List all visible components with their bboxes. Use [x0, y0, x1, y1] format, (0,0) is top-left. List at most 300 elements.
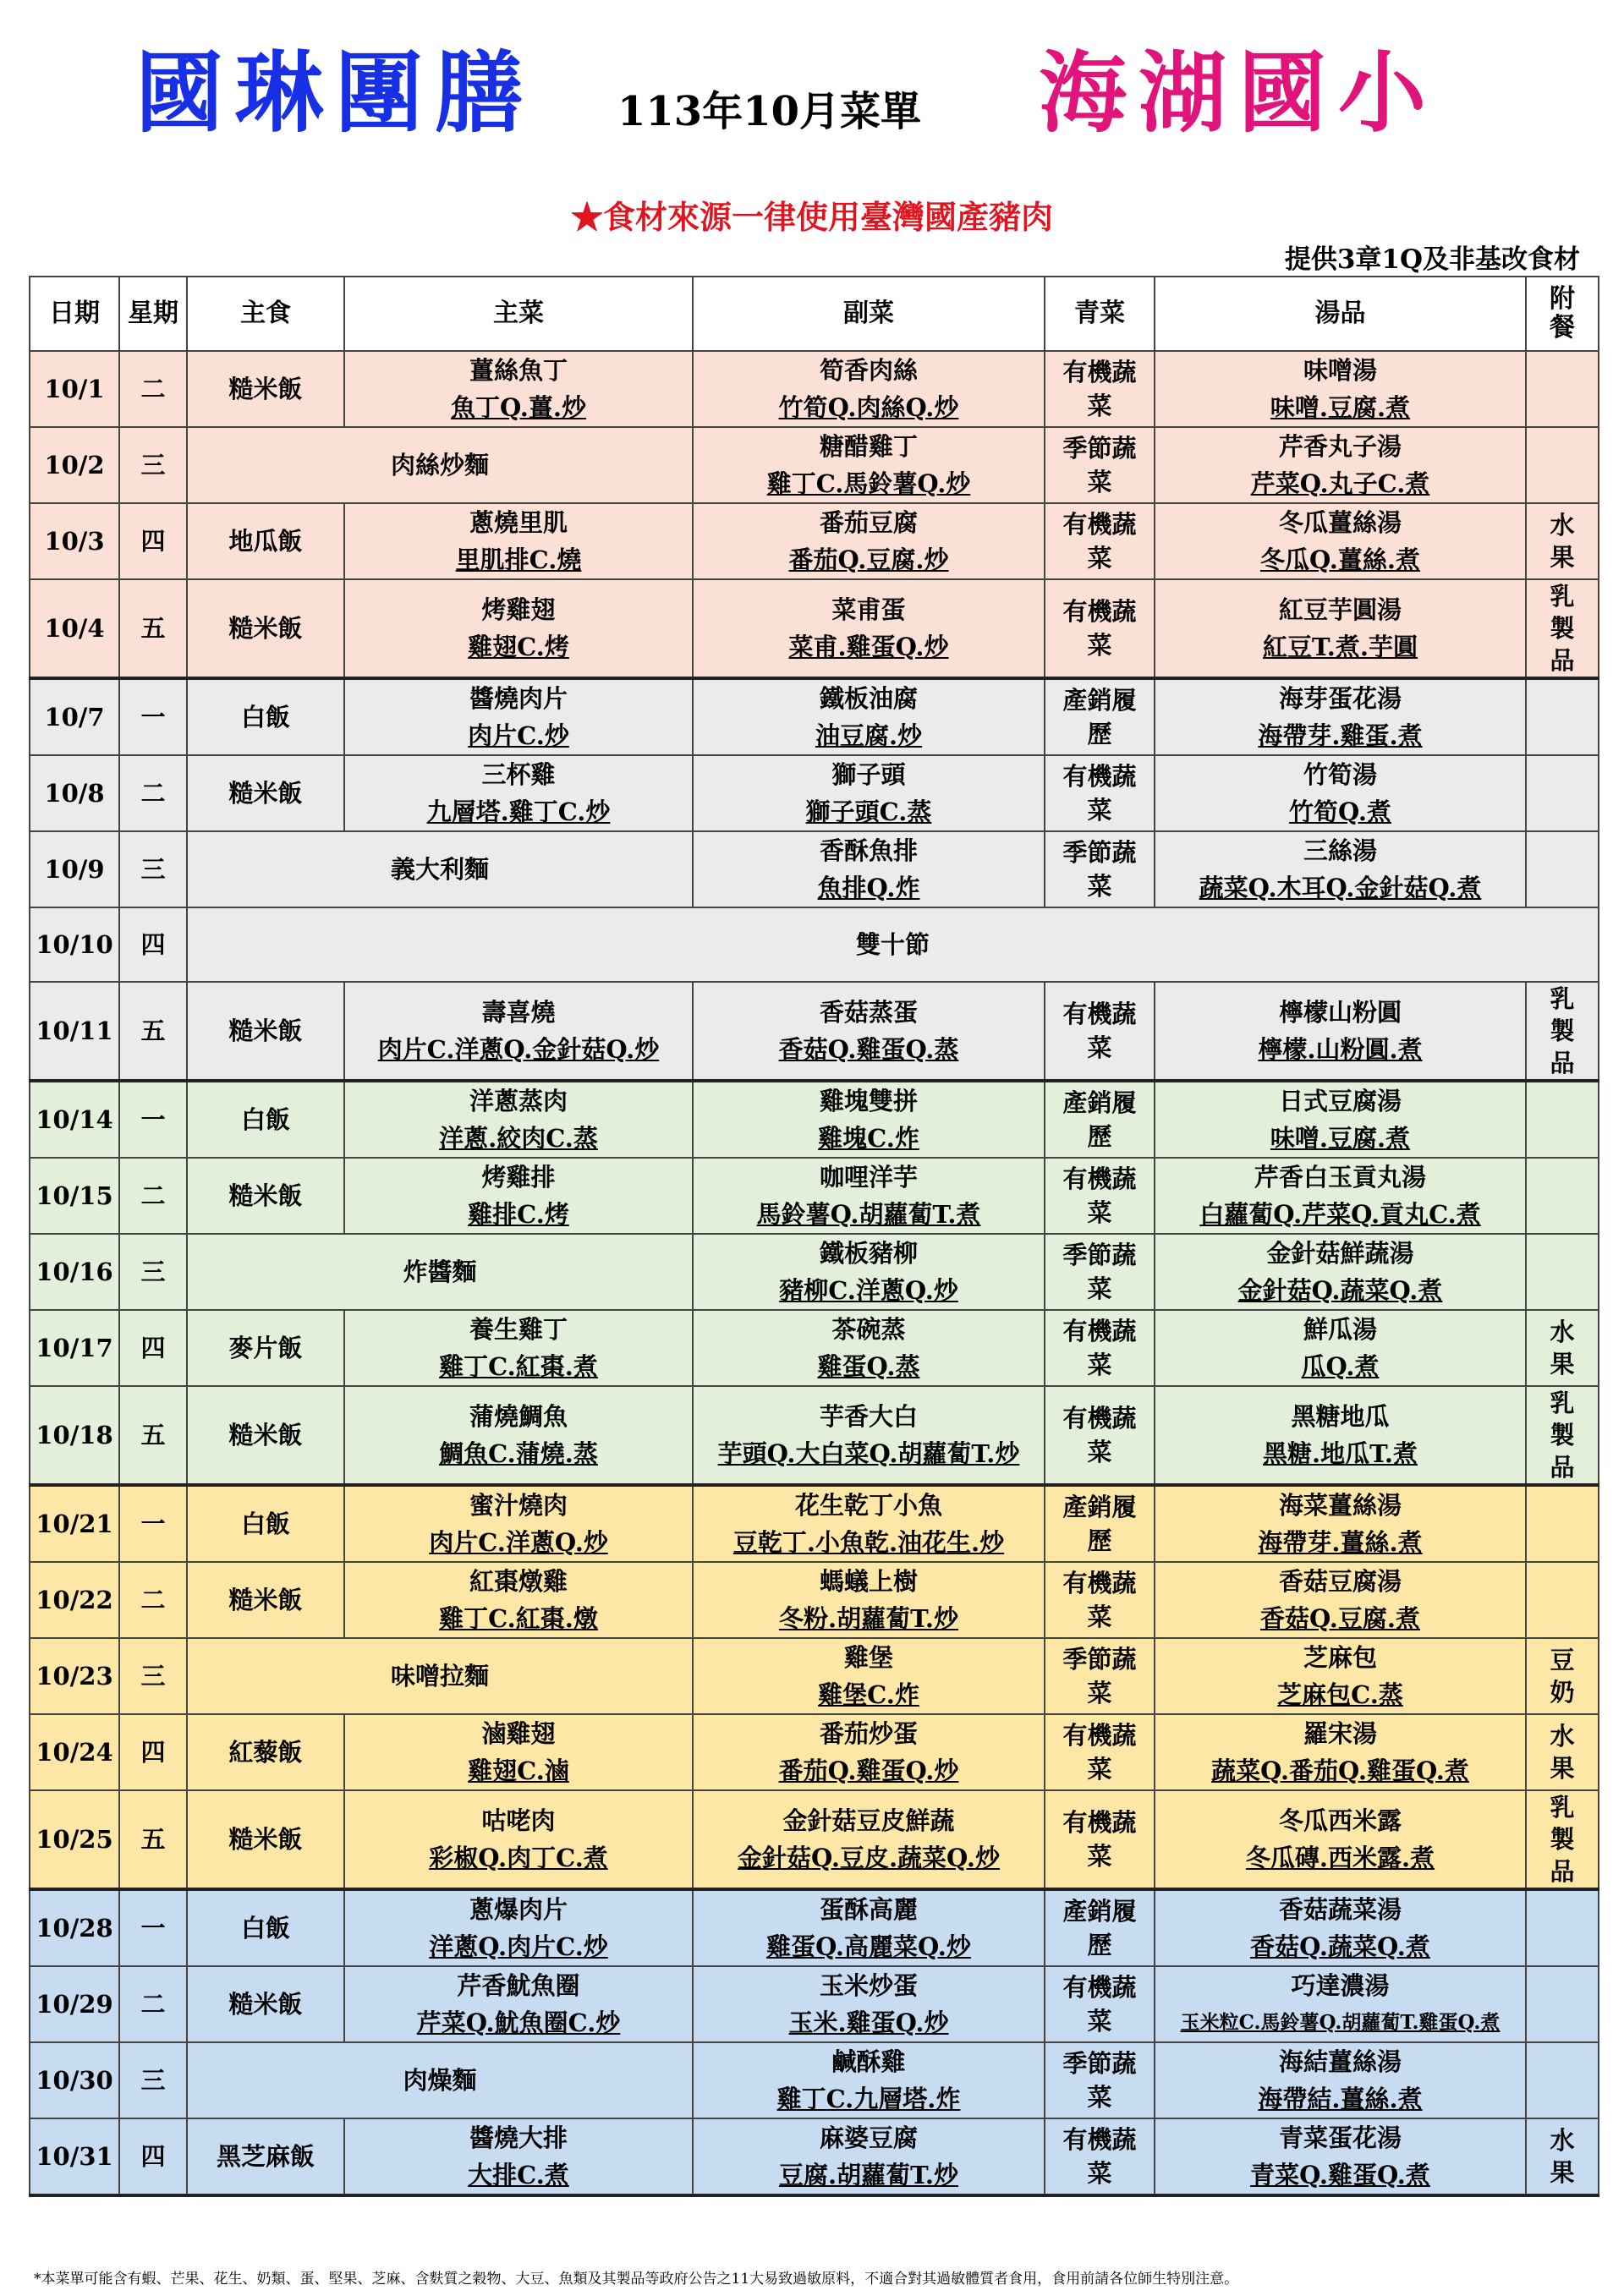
side-dish-name: 筍香肉絲	[819, 356, 918, 385]
vegetable-cell	[1045, 427, 1155, 503]
table-row	[30, 503, 1599, 579]
main-dish	[344, 755, 693, 831]
side-dish	[693, 1234, 1045, 1310]
extra-cell	[1526, 1485, 1599, 1562]
weekday-cell: 四	[119, 503, 187, 579]
main-dish	[344, 503, 693, 579]
side-dish-ingredients: 菜甫.雞蛋Q.炒	[788, 633, 949, 661]
soup-ingredients: 白蘿蔔Q.芹菜Q.貢丸C.煮	[1199, 1200, 1481, 1229]
soup-name: 冬瓜西米露	[1278, 1806, 1402, 1835]
extra-cell	[1526, 1310, 1599, 1386]
vegetable-label: 季節蔬菜	[1062, 434, 1137, 496]
vegetable-cell	[1045, 1562, 1155, 1638]
side-dish-ingredients: 香菇Q.雞蛋Q.蒸	[778, 1035, 959, 1064]
staple-cell: 糙米飯	[187, 1562, 344, 1638]
side-dish-ingredients: 油豆腐.炒	[815, 721, 923, 750]
side-dish-name: 鐵板油腐	[819, 684, 918, 713]
main-dish-ingredients: 雞翅C.滷	[468, 1756, 569, 1785]
side-dish	[693, 1714, 1045, 1790]
menu-month-title: 113年10月菜單	[617, 88, 921, 135]
vegetable-cell	[1045, 1714, 1155, 1790]
extra-cell	[1526, 1081, 1599, 1158]
soup-name: 羅宋湯	[1303, 1719, 1377, 1748]
date-cell: 10/2	[30, 427, 119, 503]
vegetable-label: 季節蔬菜	[1062, 1241, 1137, 1303]
weekday-cell: 一	[119, 1889, 187, 1966]
main-dish	[344, 1158, 693, 1234]
vegetable-cell	[1045, 1790, 1155, 1889]
weekday-cell: 四	[119, 907, 187, 982]
main-dish-name: 洋蔥蒸肉	[469, 1087, 568, 1115]
extra-cell	[1526, 1386, 1599, 1485]
extra-cell	[1526, 831, 1599, 907]
side-dish-name: 番茄豆腐	[819, 508, 918, 537]
vegetable-label: 產銷履歷	[1062, 1897, 1137, 1959]
main-dish-name: 滷雞翅	[481, 1719, 556, 1748]
table-row	[30, 1081, 1599, 1158]
table-row	[30, 2118, 1599, 2195]
side-dish-ingredients: 冬粉.胡蘿蔔T.炒	[778, 1604, 959, 1633]
main-dish-name: 醬燒大排	[469, 2123, 568, 2152]
date-cell: 10/22	[30, 1562, 119, 1638]
vegetable-cell	[1045, 1158, 1155, 1234]
extra-cell	[1526, 1966, 1599, 2042]
col-soup: 湯品	[1155, 277, 1526, 351]
main-dish	[344, 1386, 693, 1485]
date-cell: 10/21	[30, 1485, 119, 1562]
extra-cell	[1526, 503, 1599, 579]
vegetable-cell	[1045, 1638, 1155, 1714]
soup	[1155, 579, 1526, 678]
main-dish-ingredients: 洋蔥.絞肉C.蒸	[439, 1124, 598, 1153]
main-dish-ingredients: 芹菜Q.魷魚圈C.炒	[416, 2008, 621, 2037]
main-dish-name: 紅棗燉雞	[469, 1567, 568, 1596]
table-row	[30, 1386, 1599, 1485]
main-dish-name: 蔥燒里肌	[469, 508, 568, 537]
side-dish	[693, 1966, 1045, 2042]
weekday-cell: 三	[119, 831, 187, 907]
vegetable-label: 產銷履歷	[1062, 1493, 1137, 1555]
main-dish-ingredients: 鯛魚C.蒲燒.蒸	[439, 1439, 598, 1468]
soup	[1155, 1310, 1526, 1386]
soup	[1155, 1158, 1526, 1234]
side-dish	[693, 2042, 1045, 2118]
noodle-dish-cell: 炸醬麵	[187, 1234, 693, 1310]
date-cell: 10/1	[30, 351, 119, 427]
soup-name: 青菜蛋花湯	[1278, 2123, 1402, 2152]
main-dish-name: 蜜汁燒肉	[469, 1491, 568, 1520]
soup-ingredients: 青菜Q.雞蛋Q.煮	[1250, 2161, 1430, 2189]
extra-cell	[1526, 1714, 1599, 1790]
side-dish-ingredients: 芋頭Q.大白菜Q.胡蘿蔔T.炒	[717, 1439, 1020, 1468]
main-dish-ingredients: 魚丁Q.薑.炒	[450, 393, 586, 422]
main-dish	[344, 1562, 693, 1638]
extra-cell	[1526, 2118, 1599, 2195]
staple-cell: 糙米飯	[187, 1966, 344, 2042]
side-dish-ingredients: 金針菇Q.豆皮.蔬菜Q.炒	[738, 1844, 1000, 1872]
main-dish-name: 壽喜燒	[481, 998, 556, 1027]
table-row	[30, 907, 1599, 982]
vegetable-cell	[1045, 1386, 1155, 1485]
side-dish-name: 芋香大白	[819, 1402, 918, 1431]
soup-name: 巧達濃湯	[1291, 1971, 1390, 2000]
soup-name: 海結薑絲湯	[1278, 2047, 1402, 2076]
side-dish-name: 麻婆豆腐	[819, 2123, 918, 2152]
soup-ingredients: 瓜Q.煮	[1301, 1352, 1380, 1381]
soup	[1155, 503, 1526, 579]
soup-ingredients: 竹筍Q.煮	[1289, 797, 1391, 826]
soup-name: 紅豆芋圓湯	[1278, 595, 1402, 624]
side-dish	[693, 1562, 1045, 1638]
side-dish-ingredients: 豆乾丁.小魚乾.油花生.炒	[732, 1528, 1005, 1557]
main-dish	[344, 1966, 693, 2042]
table-row	[30, 2042, 1599, 2118]
main-dish-ingredients: 里肌排C.燒	[455, 545, 582, 574]
noodle-dish-cell: 味噌拉麵	[187, 1638, 693, 1714]
main-dish	[344, 982, 693, 1081]
staple-cell: 白飯	[187, 1889, 344, 1966]
main-dish-name: 芹香魷魚圈	[457, 1971, 580, 2000]
extra-cell	[1526, 1562, 1599, 1638]
weekday-cell: 二	[119, 1966, 187, 2042]
side-dish-name: 香菇蒸蛋	[819, 998, 918, 1027]
side-dish-name: 獅子頭	[831, 760, 906, 789]
extra-cell	[1526, 1234, 1599, 1310]
vegetable-cell	[1045, 579, 1155, 678]
soup-name: 海菜薑絲湯	[1278, 1491, 1402, 1520]
soup	[1155, 1714, 1526, 1790]
side-dish-ingredients: 番茄Q.豆腐.炒	[788, 545, 949, 574]
soup	[1155, 755, 1526, 831]
side-dish	[693, 831, 1045, 907]
extra-label: 乳製品	[1550, 1793, 1575, 1886]
main-dish	[344, 351, 693, 427]
side-dish-ingredients: 雞丁C.馬鈴薯Q.炒	[766, 469, 971, 498]
menu-body	[30, 351, 1599, 2195]
soup-ingredients: 香菇Q.豆腐.煮	[1259, 1604, 1420, 1633]
staple-cell: 糙米飯	[187, 1158, 344, 1234]
vegetable-cell	[1045, 755, 1155, 831]
col-vegetable: 青菜	[1045, 277, 1155, 351]
table-row	[30, 1485, 1599, 1562]
extra-label: 水果	[1550, 1318, 1575, 1378]
staple-cell: 糙米飯	[187, 1790, 344, 1889]
extra-cell	[1526, 579, 1599, 678]
soup-name: 芹香白玉貢丸湯	[1254, 1163, 1426, 1192]
school-name: 海湖國小	[1039, 41, 1439, 145]
table-row	[30, 1562, 1599, 1638]
weekday-cell: 四	[119, 1310, 187, 1386]
side-dish-ingredients: 竹筍Q.肉絲Q.炒	[778, 393, 959, 422]
soup	[1155, 1485, 1526, 1562]
side-dish-name: 雞堡	[843, 1643, 893, 1672]
main-dish	[344, 1485, 693, 1562]
side-dish	[693, 1158, 1045, 1234]
staple-cell: 糙米飯	[187, 1386, 344, 1485]
soup-name: 三絲湯	[1303, 836, 1377, 865]
col-extra	[1526, 277, 1599, 351]
date-cell: 10/18	[30, 1386, 119, 1485]
soup-name: 芹香丸子湯	[1278, 432, 1402, 461]
table-row	[30, 579, 1599, 678]
staple-cell: 麥片飯	[187, 1310, 344, 1386]
weekday-cell: 一	[119, 1485, 187, 1562]
soup-ingredients: 蔬菜Q.番茄Q.雞蛋Q.煮	[1211, 1756, 1469, 1785]
weekday-cell: 五	[119, 1386, 187, 1485]
soup-name: 香菇蔬菜湯	[1278, 1895, 1402, 1924]
date-cell: 10/14	[30, 1081, 119, 1158]
main-dish	[344, 1790, 693, 1889]
vegetable-cell	[1045, 678, 1155, 755]
main-dish	[344, 579, 693, 678]
main-dish-ingredients: 肉片C.洋蔥Q.炒	[429, 1528, 608, 1557]
table-row	[30, 1310, 1599, 1386]
soup-ingredients: 味噌.豆腐.煮	[1270, 1124, 1411, 1153]
vegetable-label: 有機蔬菜	[1062, 1721, 1137, 1784]
staple-cell: 糙米飯	[187, 579, 344, 678]
soup	[1155, 831, 1526, 907]
allergen-footnote: *本菜單可能含有蝦、芒果、花生、奶類、蛋、堅果、芝麻、含麩質之穀物、大豆、魚類及其製品等政府公告之11大易致過敏原料，不適合對其過敏體質者食用，食用前請各位師生特別注意。	[34, 2271, 1239, 2288]
side-dish	[693, 351, 1045, 427]
date-cell: 10/9	[30, 831, 119, 907]
extra-label: 豆奶	[1550, 1646, 1575, 1707]
side-dish	[693, 579, 1045, 678]
table-row	[30, 1158, 1599, 1234]
soup-name: 檸檬山粉圓	[1278, 998, 1402, 1027]
soup	[1155, 1386, 1526, 1485]
side-dish-ingredients: 番茄Q.雞蛋Q.炒	[778, 1756, 959, 1785]
main-dish-name: 醬燒肉片	[469, 684, 568, 713]
side-dish-ingredients: 雞堡C.炸	[818, 1680, 919, 1709]
soup	[1155, 1081, 1526, 1158]
soup-name: 味噌湯	[1303, 356, 1377, 385]
main-dish-name: 蔥爆肉片	[469, 1895, 568, 1924]
soup-name: 日式豆腐湯	[1278, 1087, 1402, 1115]
ingredient-notice: ★食材來源一律使用臺灣國產豬肉	[570, 198, 1053, 236]
weekday-cell: 四	[119, 1714, 187, 1790]
date-cell: 10/10	[30, 907, 119, 982]
table-row	[30, 1966, 1599, 2042]
table-row	[30, 427, 1599, 503]
extra-cell	[1526, 1638, 1599, 1714]
main-dish-name: 養生雞丁	[469, 1315, 568, 1344]
extra-label: 乳製品	[1550, 1389, 1575, 1482]
vegetable-label: 有機蔬菜	[1062, 762, 1137, 825]
weekday-cell: 二	[119, 1158, 187, 1234]
side-dish-name: 玉米炒蛋	[819, 1971, 918, 2000]
main-dish	[344, 1310, 693, 1386]
weekday-cell: 四	[119, 2118, 187, 2195]
side-dish-ingredients: 雞丁C.九層塔.炸	[776, 2085, 961, 2113]
side-dish	[693, 1790, 1045, 1889]
table-row	[30, 1234, 1599, 1310]
table-row	[30, 1790, 1599, 1889]
main-dish-name: 薑絲魚丁	[469, 356, 568, 385]
extra-cell	[1526, 1158, 1599, 1234]
vegetable-label: 有機蔬菜	[1062, 1000, 1137, 1062]
date-cell: 10/24	[30, 1714, 119, 1790]
col-extra-label: 附餐	[1550, 284, 1575, 342]
main-dish-ingredients: 大排C.煮	[468, 2161, 569, 2189]
soup	[1155, 1966, 1526, 2042]
soup	[1155, 1234, 1526, 1310]
side-dish-ingredients: 雞蛋Q.高麗菜Q.炒	[766, 1932, 971, 1961]
side-dish-name: 蛋酥高麗	[819, 1895, 918, 1924]
weekday-cell: 二	[119, 755, 187, 831]
main-dish	[344, 2118, 693, 2195]
date-cell: 10/30	[30, 2042, 119, 2118]
col-main-dish: 主菜	[344, 277, 693, 351]
main-dish-ingredients: 肉片C.炒	[468, 721, 569, 750]
weekday-cell: 五	[119, 1790, 187, 1889]
soup	[1155, 2042, 1526, 2118]
staple-cell: 紅藜飯	[187, 1714, 344, 1790]
vegetable-cell	[1045, 831, 1155, 907]
weekday-cell: 五	[119, 982, 187, 1081]
soup-name: 香菇豆腐湯	[1278, 1567, 1402, 1596]
main-dish-ingredients: 彩椒Q.肉丁C.煮	[429, 1844, 608, 1872]
main-dish-ingredients: 雞丁C.紅棗.燉	[439, 1604, 598, 1633]
staple-cell: 白飯	[187, 1485, 344, 1562]
soup	[1155, 1790, 1526, 1889]
main-dish	[344, 1081, 693, 1158]
side-dish-name: 茶碗蒸	[831, 1315, 906, 1344]
vegetable-label: 有機蔬菜	[1062, 358, 1137, 420]
soup-name: 芝麻包	[1303, 1643, 1377, 1672]
staple-cell: 糙米飯	[187, 982, 344, 1081]
soup-name: 黑糖地瓜	[1291, 1402, 1390, 1431]
date-cell: 10/23	[30, 1638, 119, 1714]
soup	[1155, 1638, 1526, 1714]
date-cell: 10/31	[30, 2118, 119, 2195]
side-dish-ingredients: 馬鈴薯Q.胡蘿蔔T.煮	[756, 1200, 981, 1229]
date-cell: 10/25	[30, 1790, 119, 1889]
vegetable-label: 有機蔬菜	[1062, 1404, 1137, 1466]
soup-ingredients: 海帶芽.雞蛋.煮	[1258, 721, 1423, 750]
table-row	[30, 1714, 1599, 1790]
vegetable-cell	[1045, 1485, 1155, 1562]
vegetable-label: 季節蔬菜	[1062, 838, 1137, 901]
table-row	[30, 755, 1599, 831]
soup-name: 鮮瓜湯	[1303, 1315, 1377, 1344]
vegetable-label: 有機蔬菜	[1062, 1164, 1137, 1227]
soup-name: 竹筍湯	[1303, 760, 1377, 789]
staple-cell: 糙米飯	[187, 755, 344, 831]
side-dish-ingredients: 雞蛋Q.蒸	[817, 1352, 920, 1381]
side-dish	[693, 1485, 1045, 1562]
extra-cell	[1526, 982, 1599, 1081]
extra-cell	[1526, 678, 1599, 755]
side-dish-name: 雞塊雙拼	[819, 1087, 918, 1115]
extra-cell	[1526, 1790, 1599, 1889]
soup-ingredients: 紅豆T.煮.芋圓	[1262, 633, 1418, 661]
soup-ingredients: 冬瓜磚.西米露.煮	[1245, 1844, 1435, 1872]
staple-cell: 白飯	[187, 678, 344, 755]
table-row	[30, 351, 1599, 427]
date-cell: 10/28	[30, 1889, 119, 1966]
vegetable-cell	[1045, 2042, 1155, 2118]
staple-cell: 糙米飯	[187, 351, 344, 427]
side-dish-name: 香酥魚排	[819, 836, 918, 865]
soup	[1155, 982, 1526, 1081]
weekday-cell: 一	[119, 678, 187, 755]
extra-cell	[1526, 1889, 1599, 1966]
side-dish-ingredients: 雞塊C.炸	[818, 1124, 919, 1153]
weekday-cell: 一	[119, 1081, 187, 1158]
main-dish-ingredients: 雞翅C.烤	[468, 633, 569, 661]
soup	[1155, 1889, 1526, 1966]
soup-ingredients: 海帶結.薑絲.煮	[1258, 2085, 1423, 2113]
soup-ingredients: 冬瓜Q.薑絲.煮	[1259, 545, 1420, 574]
soup-ingredients: 玉米粒C.馬鈴薯Q.胡蘿蔔T.雞蛋Q.煮	[1180, 2011, 1501, 2034]
noodle-dish-cell: 肉燥麵	[187, 2042, 693, 2118]
side-dish-name: 花生乾丁小魚	[794, 1491, 942, 1520]
extra-label: 水果	[1550, 511, 1575, 572]
side-dish	[693, 755, 1045, 831]
main-dish	[344, 1889, 693, 1966]
date-cell: 10/4	[30, 579, 119, 678]
soup	[1155, 1562, 1526, 1638]
extra-label: 水果	[1550, 1722, 1575, 1783]
extra-cell	[1526, 427, 1599, 503]
vegetable-label: 產銷履歷	[1062, 1088, 1137, 1151]
side-dish	[693, 1310, 1045, 1386]
side-dish-name: 咖哩洋芋	[819, 1163, 918, 1192]
vegetable-cell	[1045, 351, 1155, 427]
table-row	[30, 831, 1599, 907]
extra-label: 乳製品	[1550, 582, 1575, 675]
date-cell: 10/7	[30, 678, 119, 755]
vegetable-cell	[1045, 1966, 1155, 2042]
soup-name: 海芽蛋花湯	[1278, 684, 1402, 713]
main-dish-name: 蒲燒鯛魚	[469, 1402, 568, 1431]
vegetable-cell	[1045, 1310, 1155, 1386]
staple-cell: 白飯	[187, 1081, 344, 1158]
table-row	[30, 678, 1599, 755]
soup-ingredients: 檸檬.山粉圓.煮	[1258, 1035, 1423, 1064]
side-dish	[693, 2118, 1045, 2195]
side-dish-name: 鐵板豬柳	[819, 1239, 918, 1268]
side-dish-ingredients: 豆腐.胡蘿蔔T.炒	[778, 2161, 959, 2189]
noodle-dish-cell: 義大利麵	[187, 831, 693, 907]
vegetable-label: 有機蔬菜	[1062, 1569, 1137, 1631]
main-dish-ingredients: 雞丁C.紅棗.煮	[439, 1352, 598, 1381]
noodle-dish-cell: 肉絲炒麵	[187, 427, 693, 503]
menu-table	[29, 276, 1599, 2197]
date-cell: 10/16	[30, 1234, 119, 1310]
main-dish	[344, 1714, 693, 1790]
vegetable-cell	[1045, 982, 1155, 1081]
side-dish-ingredients: 玉米.雞蛋Q.炒	[788, 2008, 949, 2037]
date-cell: 10/11	[30, 982, 119, 1081]
date-cell: 10/17	[30, 1310, 119, 1386]
col-date: 日期	[30, 277, 119, 351]
side-dish	[693, 982, 1045, 1081]
holiday-cell: 雙十節	[187, 907, 1599, 982]
side-dish-name: 番茄炒蛋	[819, 1719, 918, 1748]
soup	[1155, 678, 1526, 755]
vegetable-label: 季節蔬菜	[1062, 2049, 1137, 2112]
extra-label: 乳製品	[1550, 984, 1575, 1077]
soup-name: 冬瓜薑絲湯	[1278, 508, 1402, 537]
side-dish	[693, 1386, 1045, 1485]
soup-ingredients: 金針菇Q.蔬菜Q.煮	[1237, 1276, 1443, 1305]
vegetable-label: 產銷履歷	[1062, 686, 1137, 748]
side-dish-name: 螞蟻上樹	[819, 1567, 918, 1596]
extra-cell	[1526, 2042, 1599, 2118]
col-staple: 主食	[187, 277, 344, 351]
side-dish	[693, 1081, 1045, 1158]
